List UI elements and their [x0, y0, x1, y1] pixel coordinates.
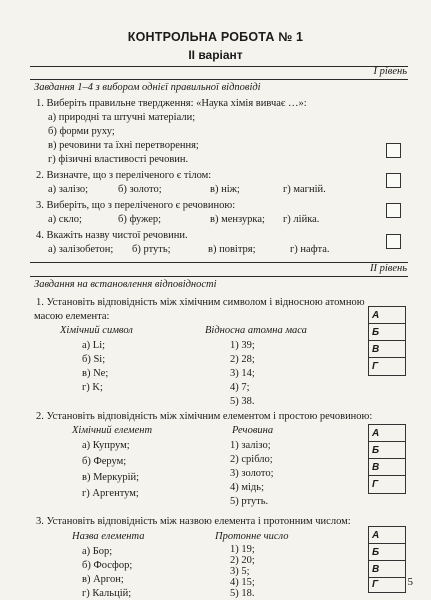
task-1-left-item: в) Ne; — [82, 368, 109, 379]
task-2-left-header: Хімічний елемент — [72, 425, 153, 436]
task-2-left-item: в) Меркурій; — [82, 472, 140, 483]
task-2-right-item: 2) срібло; — [230, 454, 273, 465]
answer-cell[interactable]: Г — [372, 579, 379, 590]
answer-cell[interactable]: Б — [369, 544, 405, 561]
divider — [30, 262, 408, 263]
question-2-option-c: в) ніж; — [210, 184, 240, 195]
answer-box-q3[interactable] — [386, 203, 401, 218]
task-3-right-header: Протонне число — [215, 531, 289, 542]
task-2-right-item: 1) залізо; — [230, 440, 271, 451]
task-1-left-item: б) Si; — [82, 354, 106, 365]
task-1-left-header: Хімічний символ — [60, 325, 133, 336]
answer-cell[interactable]: В — [369, 341, 405, 358]
question-3-text: 3. Виберіть, що з переліченого є речовиною: — [36, 200, 236, 211]
section-title-level-1: Завдання 1–4 з вибором однієї правильної відповіді — [34, 82, 261, 93]
task-3-answer-grid[interactable] — [368, 526, 406, 593]
task-1-left-item: г) K; — [82, 382, 103, 393]
question-4-option-a: а) залізобетон; — [48, 244, 114, 255]
question-1-option-b: б) форми руху; — [48, 126, 115, 137]
answer-cell[interactable]: А — [369, 307, 405, 324]
question-1-text: 1. Виберіть правильне твердження: «Наука хімія вивчає …»: — [36, 98, 307, 109]
task-1-right-item: 3) 14; — [230, 368, 255, 379]
question-1-option-c: в) речовини та їхні перетворення; — [48, 140, 199, 151]
task-3-right-item: 2) 20; — [230, 555, 255, 566]
answer-cell[interactable]: Г — [372, 479, 379, 490]
task-3-left-item: в) Аргон; — [82, 574, 124, 585]
task-2-left-item: б) Ферум; — [82, 456, 127, 467]
task-1-right-item: 2) 28; — [230, 354, 255, 365]
task-1-right-item: 4) 7; — [230, 382, 250, 393]
divider — [30, 66, 408, 67]
task-2-right-item: 3) золото; — [230, 468, 274, 479]
task-1-text: 1. Установіть відповідність між хімічним символом і відносною атомною — [36, 297, 365, 308]
task-1-right-item: 5) 38. — [230, 396, 255, 407]
question-1-option-a: а) природні та штучні матеріали; — [48, 112, 196, 123]
task-3-left-item: г) Кальцій; — [82, 588, 132, 599]
task-2-text: 2. Установіть відповідність між хімічним елементом і простою речовиною: — [36, 411, 373, 422]
task-3-right-item: 1) 19; — [230, 544, 255, 555]
answer-box-q2[interactable] — [386, 173, 401, 188]
section-title-level-2: Завдання на встановлення відповідності — [34, 279, 217, 290]
answer-cell[interactable]: А — [369, 425, 405, 442]
question-4-option-d: г) нафта. — [290, 244, 330, 255]
variant-label: ІІ варіант — [188, 48, 243, 62]
task-2-right-item: 5) ртуть. — [230, 496, 269, 507]
divider — [30, 79, 408, 80]
task-2-left-item: г) Аргентум; — [82, 488, 139, 499]
question-2-option-a: а) залізо; — [48, 184, 89, 195]
task-2-left-item: а) Купрум; — [82, 440, 130, 451]
answer-cell[interactable]: Б — [369, 442, 405, 459]
question-4-option-c: в) повітря; — [208, 244, 256, 255]
task-1-text-cont: масою елемента: — [34, 311, 110, 322]
level-2-label: ІІ рівень — [370, 263, 407, 274]
question-4-text: 4. Вкажіть назву чистої речовини. — [36, 230, 188, 241]
divider — [30, 276, 408, 277]
answer-cell[interactable]: А — [369, 527, 405, 544]
task-3-right-item: 5) 18. — [230, 588, 255, 599]
task-3-right-item: 3) 5; — [230, 566, 250, 577]
task-2-right-header: Речовина — [232, 425, 274, 436]
question-1-option-d: г) фізичні властивості речовин. — [48, 154, 189, 165]
question-2-option-d: г) магній. — [283, 184, 326, 195]
task-2-right-item: 4) мідь; — [230, 482, 264, 493]
question-3-option-d: г) лійка. — [283, 214, 320, 225]
answer-cell[interactable]: Г — [372, 361, 379, 372]
question-3-option-c: в) мензурка; — [210, 214, 265, 225]
question-3-option-b: б) фужер; — [118, 214, 162, 225]
question-2-option-b: б) золото; — [118, 184, 162, 195]
question-3-option-a: а) скло; — [48, 214, 82, 225]
answer-cell[interactable]: Б — [369, 324, 405, 341]
question-2-text: 2. Визначте, що з переліченого є тілом: — [36, 170, 212, 181]
answer-cell[interactable]: В — [369, 459, 405, 476]
page-title: КОНТРОЛЬНА РОБОТА № 1 — [127, 30, 304, 44]
answer-cell[interactable]: В — [369, 561, 405, 578]
page-number: 5 — [407, 576, 413, 588]
task-1-answer-grid[interactable] — [368, 306, 406, 376]
answer-box-q1[interactable] — [386, 143, 401, 158]
question-4-option-b: б) ртуть; — [132, 244, 171, 255]
answer-box-q4[interactable] — [386, 234, 401, 249]
task-1-right-header: Відносна атомна маса — [205, 325, 307, 336]
task-3-left-header: Назва елемента — [72, 531, 145, 542]
task-3-text: 3. Установіть відповідність між назвою елемента і протонним числом: — [36, 516, 351, 527]
task-1-left-item: а) Li; — [82, 340, 106, 351]
task-3-right-item: 4) 15; — [230, 577, 255, 588]
task-3-left-item: б) Фосфор; — [82, 560, 133, 571]
task-1-right-item: 1) 39; — [230, 340, 255, 351]
level-1-label: І рівень — [373, 66, 407, 77]
task-3-left-item: а) Бор; — [82, 546, 113, 557]
task-2-answer-grid[interactable] — [368, 424, 406, 494]
